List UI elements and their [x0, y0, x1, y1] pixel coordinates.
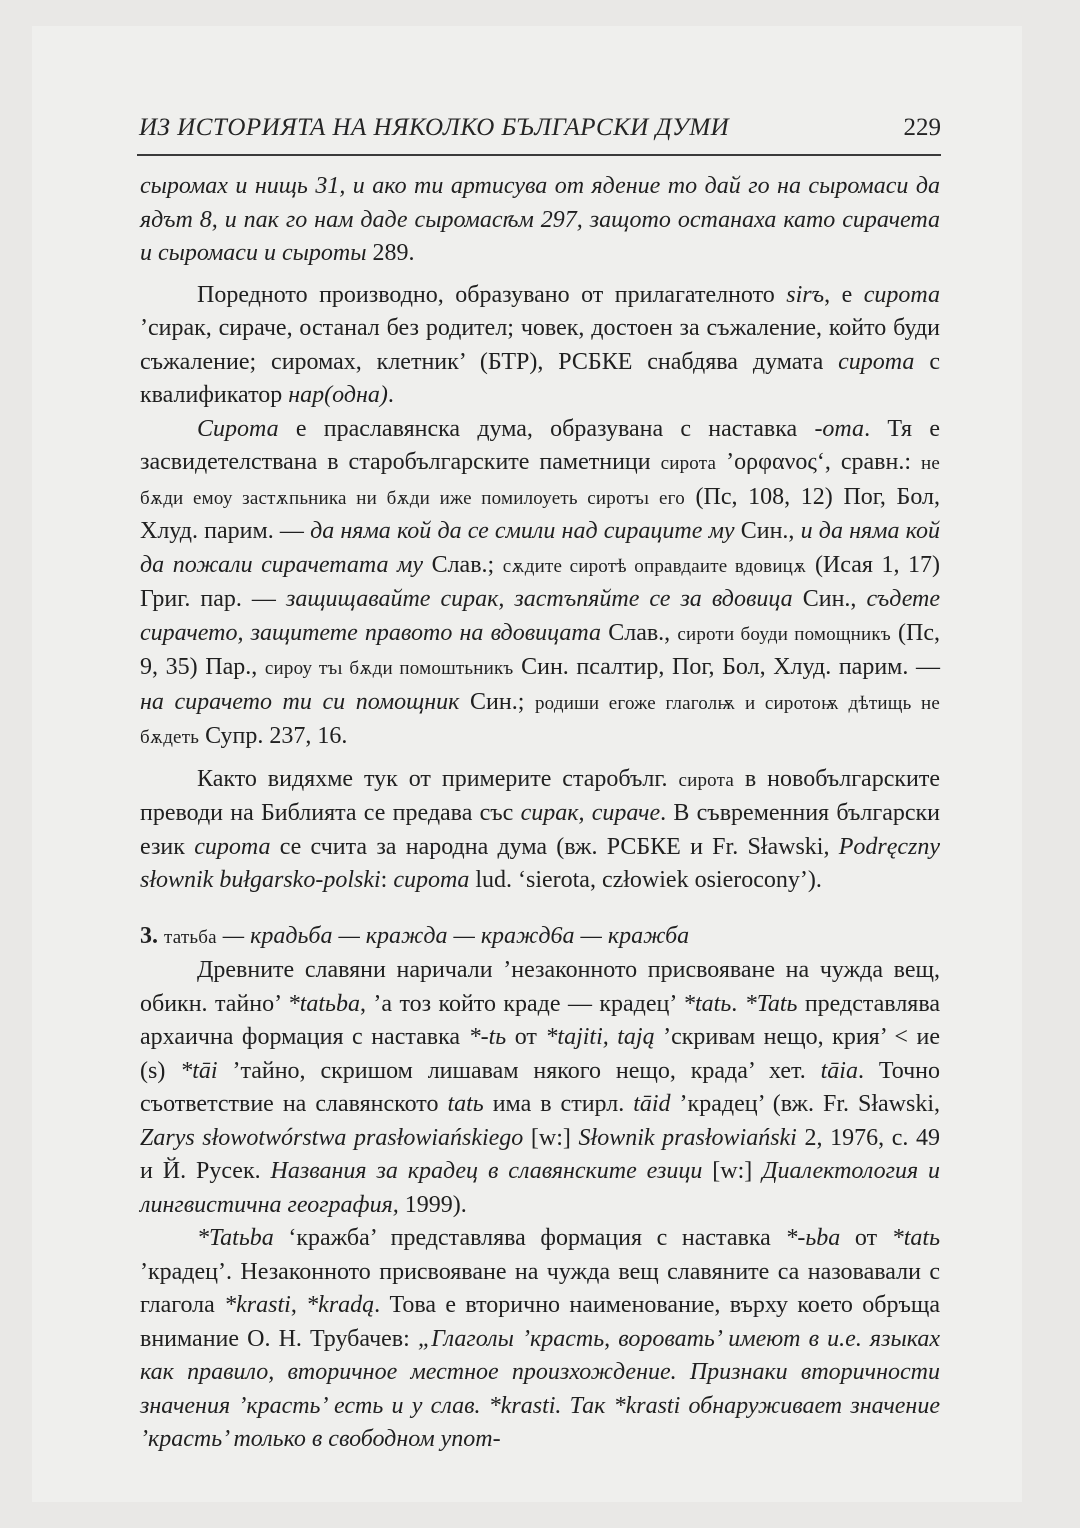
body-text: [140, 170, 940, 1457]
old-church-slavonic-quote: сирота: [660, 453, 717, 474]
old-church-slavonic-quote: родиши егоже глаголѭ и сиротоѭ дѣтищь не бѫдеть: [140, 692, 940, 748]
old-church-slavonic-quote: татьба: [164, 926, 217, 948]
paragraph-sirota-etymology: Сирота е праславянска дума, образувана с наставка -ота. Тя е засвидетелствана в старобългарските паметници сирота ’ορφανος‘, сравн.: не бѫди емоу застѫпьника ни бѫди иже помилоуеть сиротъı его (Пс, 108, 12) Пог, Бол, Хлуд. парим. — да няма кой да се смили над сирацuте му Син., и да няма кой да пожали сирачетата му Слав.; сѫдите сиротѣ оправдаите вдовицѫ (Исая 1, 17) Григ. пар. — защищавайте сирак, застъпяйте се за вдовица Син., съдете сирачето, защитете правото на вдовицата Слав., сироти боуди помощникъ (Пс, 9, 35) Пар., сироу тъı бѫди помоштьникъ Син. псалтир, Пог, Бол, Хлуд. парим. — на сирачето ти си помощник Син.; родиши егоже глаголѭ и сиротоѭ дѣтищь не бѫдеть Супр. 237, 16.: [140, 415, 941, 749]
section-heading: 3. татьба — кpaдьба — кражда — кражд6а — кражба: [140, 922, 690, 949]
paragraph-tatba-formation: *Tatьba ‘кражба’ представлява формация с наставка *-ьba от *tatь ’крадец’. Незаконното присвояване на чужда вещ славяните са назовавали с глагола *krasti, *kradą. Това е вторично наименование, върху което обръща внимание О. Н. Трубачев: „Глаголы ’красть, воровать’ имеют в и.е. языках как правило, вторичное местное произхождение. Признаки вторичности значения ’красть’ есть и у слав. *krasti. Так *krasti обнаруживает значение ’красть’ только в свободном упот-: [140, 1225, 940, 1452]
page-number: 229: [903, 114, 941, 141]
old-church-slavonic-quote: сирота: [678, 769, 734, 791]
paragraph-continuation: сыромах и нищь 31, и ако ти артисува от ядение то дай го на сыромаси да ядът 8, и пак го нам даде сыромасѣм 297, защото останаха като сирачета и сыромаси и сыроты 289.: [140, 173, 940, 266]
running-header: [137, 112, 941, 156]
paragraph-tatba-origin: Древните славяни наричали ’незаконното присвояване на чужда вещ, обикн. тайно’ *tatьba, ’а тоз който краде — крадец’ *tatь. *Tatь представлява архаична формация с наставка *-tь от *tajiti, tają ’скривам нещо, крия’ < ие (s) *tāi ’тайно, скришом лишавам някого нещо, крада’ хет. tāia. Точно съответствие на славянското tatь има в стирл. tāid ’крадец’ (вж. Fr. Sławski, Zarys słowotwórstwa prasłowiańskiego [w:] Słownik prasłowiański 2, 1976, с. 49 и Й. Русек. Названия за крадец в славянските езици [w:] Диалектология и лингвистична география, 1999).: [140, 957, 941, 1218]
paragraph-modern-usage: Както видяхме тук от примерите старобълг. сирота в новобългарските преводи на Библията се предава със сирак, сираче. В съвременния български език сирота се счита за народна дума (вж. РСБКЕ и Fr. Sławski, Podręczny słownik bułgarsko-polski: cupoma lud. ‘sierota, człowiek osierocony’).: [140, 765, 940, 893]
old-church-slavonic-quote: сироу тъı бѫди помоштьникъ: [264, 658, 514, 679]
old-church-slavonic-quote: не бѫди емоу застѫпьника ни бѫди иже помилоуеть сиротъı его: [140, 453, 941, 509]
old-church-slavonic-quote: сѫдите сиротѣ оправдаите вдовицѫ: [502, 555, 807, 577]
italic-span: сыромах и нищь 31, и ако ти артисува от ядение то дай го на сыромаси да ядът 8, и пак го нам даде сыромасѣм 297, защото останаха като сирачета и сыромаси и сыроты: [140, 173, 940, 266]
running-title: ИЗ ИСТОРИЯТА НА НЯКОЛКО БЪЛГАРСКИ ДУМИ: [139, 114, 730, 141]
paragraph-sirota-derivative: Поредното производно, образувано от прилагателното sirъ, е сирота ’сирак, сираче, останал без родител; човек, достоен за съжаление, който буди съжаление; сиромах, клетник’ (БТР), РСБКЕ снабдява думата сирота с квалификатор нар(одна).: [140, 281, 940, 408]
old-church-slavonic-quote: сироти боуди помощникъ: [677, 623, 891, 645]
